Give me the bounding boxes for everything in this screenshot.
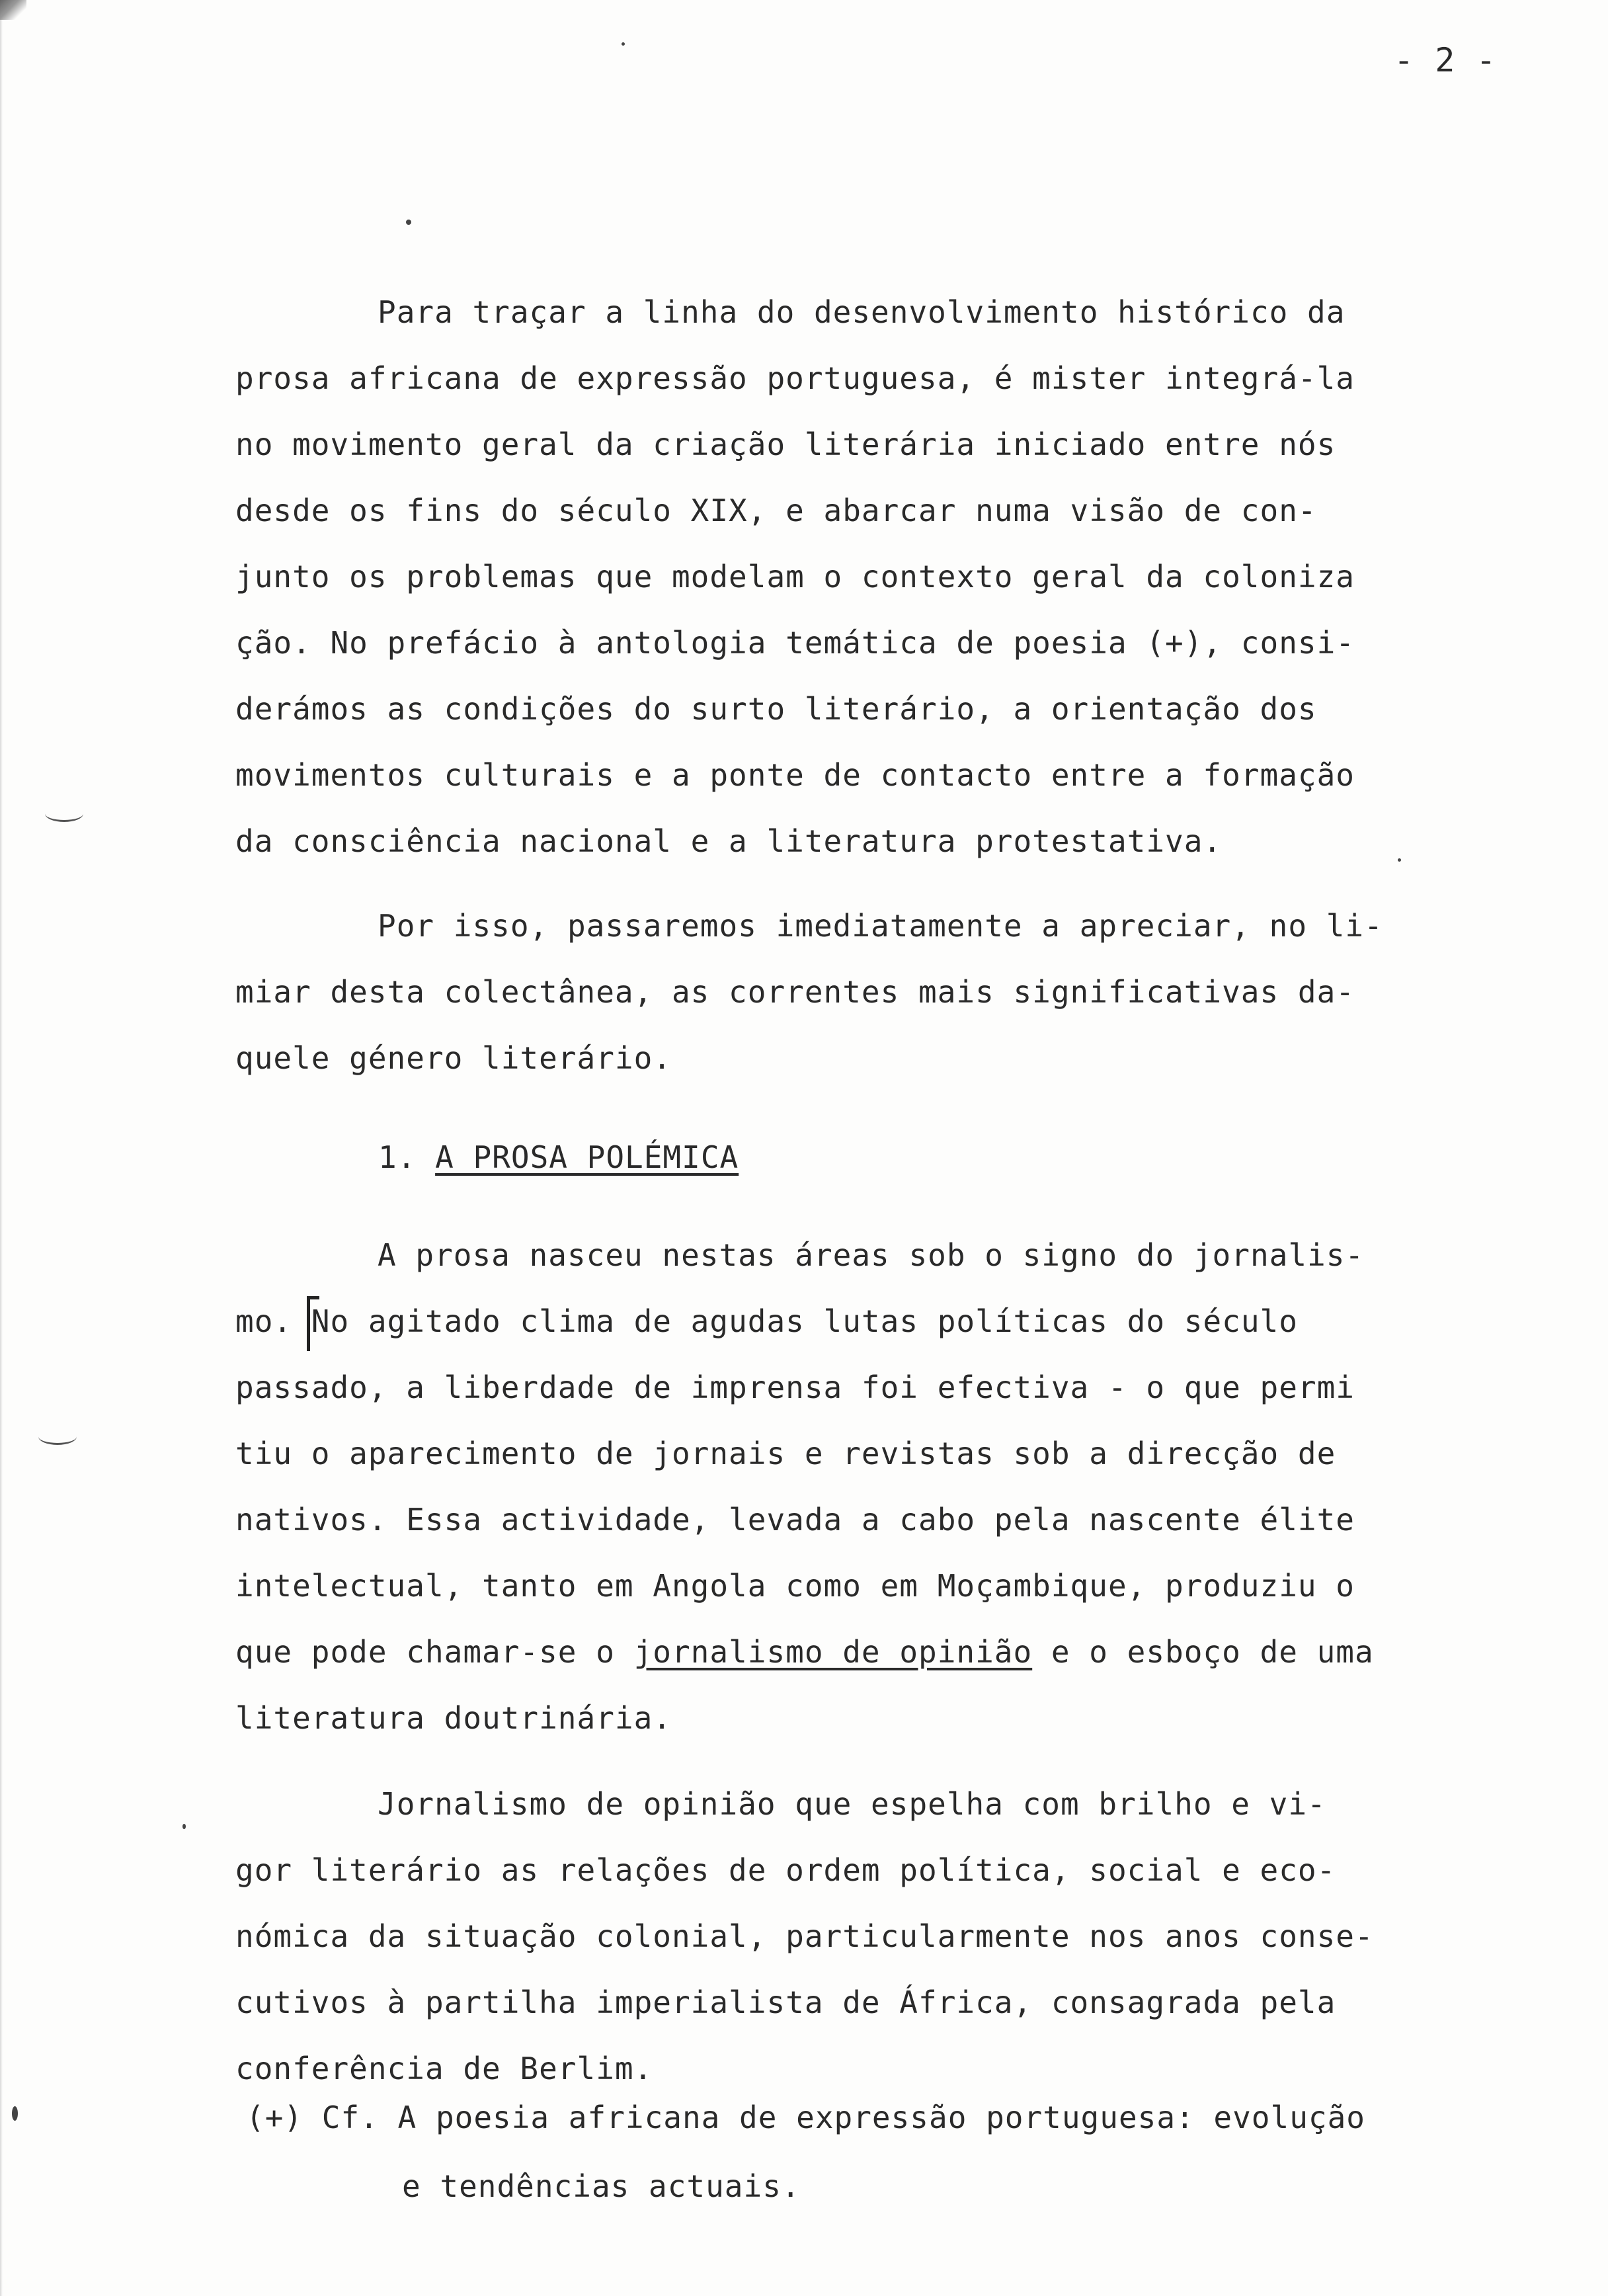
page-edge-shadow: [0, 0, 3, 2296]
text-line: movimentos culturais e a ponte de contacto entre a formação: [235, 757, 1355, 793]
text-line: passado, a liberdade de imprensa foi efectiva - o que permi: [235, 1370, 1355, 1405]
page-number: - 2 -: [1394, 41, 1497, 79]
text-fragment: mo.: [235, 1303, 293, 1339]
text-line: Jornalismo de opinião que espelha com brilho e vi-: [378, 1786, 1326, 1822]
margin-bracket-mark: [307, 1296, 319, 1351]
speck-mark: [12, 2106, 18, 2121]
paragraph-1: [235, 279, 1439, 874]
footnote: [246, 2083, 1436, 2221]
section-title: A PROSA POLÉMICA: [435, 1139, 739, 1175]
margin-mark: [45, 805, 83, 822]
text-line: junto os problemas que modelam o contexto geral da coloniza: [235, 559, 1355, 594]
text-line: miar desta colectânea, as correntes mais significativas da-: [235, 974, 1355, 1010]
section-number: 1.: [378, 1139, 417, 1175]
text-line: intelectual, tanto em Angola como em Moçambique, produziu o: [235, 1568, 1355, 1604]
footnote-line: (+) Cf. A poesia africana de expressão portuguesa: evolução: [246, 2100, 1365, 2135]
text-line: nativos. Essa actividade, levada a cabo pela nascente élite: [235, 1502, 1355, 1538]
text-line: nómica da situação colonial, particularmente nos anos conse-: [235, 1918, 1374, 1954]
text-line: [235, 1619, 1439, 1685]
paragraph-4: [235, 1771, 1439, 2102]
text-line: tiu o aparecimento de jornais e revistas sob a direcção de: [235, 1436, 1336, 1471]
text-line: desde os fins do século XIX, e abarcar numa visão de con-: [235, 493, 1317, 528]
footnote-line: e tendências actuais.: [402, 2168, 801, 2204]
text-line: literatura doutrinária.: [235, 1700, 672, 1736]
text-line: gor literário as relações de ordem política, social e eco-: [235, 1852, 1336, 1888]
text-line: no movimento geral da criação literária iniciado entre nós: [235, 427, 1336, 462]
text-line: quele género literário.: [235, 1040, 672, 1076]
text-line: prosa africana de expressão portuguesa, é mister integrá-la: [235, 360, 1355, 396]
speck-mark: [1398, 858, 1401, 862]
underlined-term: jornalismo de opinião: [633, 1634, 1033, 1670]
text-fragment: No agitado clima de agudas lutas políticas do século: [311, 1303, 1298, 1339]
text-line: cutivos à partilha imperialista de África, consagrada pela: [235, 1985, 1336, 2020]
speck-mark: [182, 1824, 186, 1829]
margin-mark: [38, 1428, 77, 1445]
page-corner-mark: [0, 0, 26, 20]
text-line: ção. No prefácio à antologia temática de poesia (+), consi-: [235, 625, 1355, 661]
text-line: [235, 1288, 1439, 1354]
text-line: derámos as condições do surto literário, a orientação dos: [235, 691, 1317, 727]
text-line: Por isso, passaremos imediatamente a apreciar, no li-: [378, 908, 1383, 944]
speck-mark: [406, 220, 411, 225]
text-fragment: que pode chamar-se o: [235, 1634, 634, 1670]
text-line: A prosa nasceu nestas áreas sob o signo do jornalis-: [378, 1237, 1365, 1273]
text-fragment: e o esboço de uma: [1032, 1634, 1374, 1670]
paragraph-3: [235, 1222, 1439, 1751]
text-line: da consciência nacional e a literatura protestativa.: [235, 823, 1223, 859]
paragraph-2: [235, 893, 1439, 1091]
section-heading: [378, 1124, 739, 1190]
text-line: conferência de Berlim.: [235, 2051, 653, 2086]
text-line: Para traçar a linha do desenvolvimento histórico da: [378, 294, 1346, 330]
speck-mark: [622, 42, 625, 46]
